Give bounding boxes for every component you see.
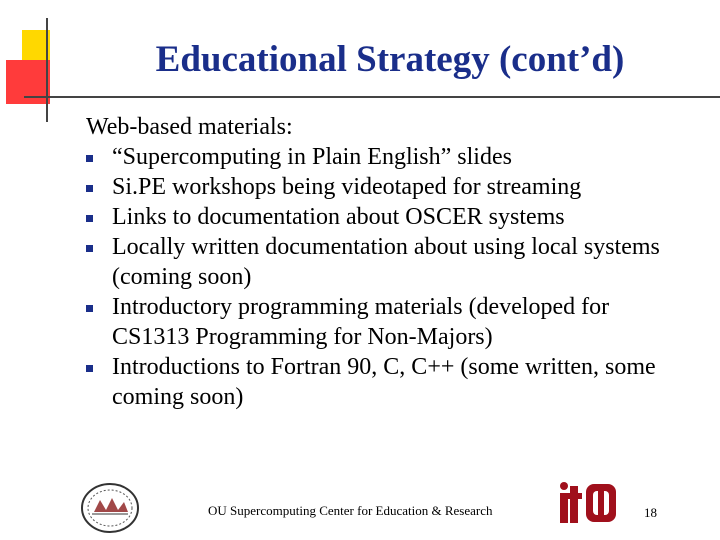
bullet-text: Introductions to Fortran 90, C, C++ (some written, some coming soon) <box>112 354 656 410</box>
bullet-item <box>86 202 686 232</box>
square-bullet-icon <box>86 365 93 372</box>
bullet-text: Introductory programming materials (developed for CS1313 Programming for Non-Majors) <box>112 294 610 350</box>
footer-text: OU Supercomputing Center for Education & Research <box>208 503 493 518</box>
square-bullet-icon <box>86 185 93 192</box>
intro-text: Web-based materials: <box>86 114 293 140</box>
bullet-item <box>86 352 686 412</box>
slide-title: Educational Strategy (cont’d) <box>155 39 625 80</box>
bullet-text: “Supercomputing in Plain English” slides <box>112 144 512 170</box>
decorative-vertical-line <box>46 18 48 122</box>
oscer-seal-icon <box>80 482 140 534</box>
it-ou-logo-icon <box>558 480 622 526</box>
slide-number: 18 <box>644 505 657 520</box>
bullet-item <box>86 142 686 172</box>
slide-content <box>86 112 686 412</box>
title-divider-line <box>24 96 720 98</box>
square-bullet-icon <box>86 305 93 312</box>
square-bullet-icon <box>86 245 93 252</box>
bullet-list <box>86 142 686 412</box>
bullet-text: Links to documentation about OSCER systems <box>112 204 565 230</box>
bullet-item <box>86 172 686 202</box>
bullet-text: Locally written documentation about using local systems (coming soon) <box>112 234 660 290</box>
square-bullet-icon <box>86 155 93 162</box>
bullet-item <box>86 292 686 352</box>
bullet-text: Si.PE workshops being videotaped for streaming <box>112 174 582 200</box>
bullet-item <box>86 232 686 292</box>
square-bullet-icon <box>86 215 93 222</box>
